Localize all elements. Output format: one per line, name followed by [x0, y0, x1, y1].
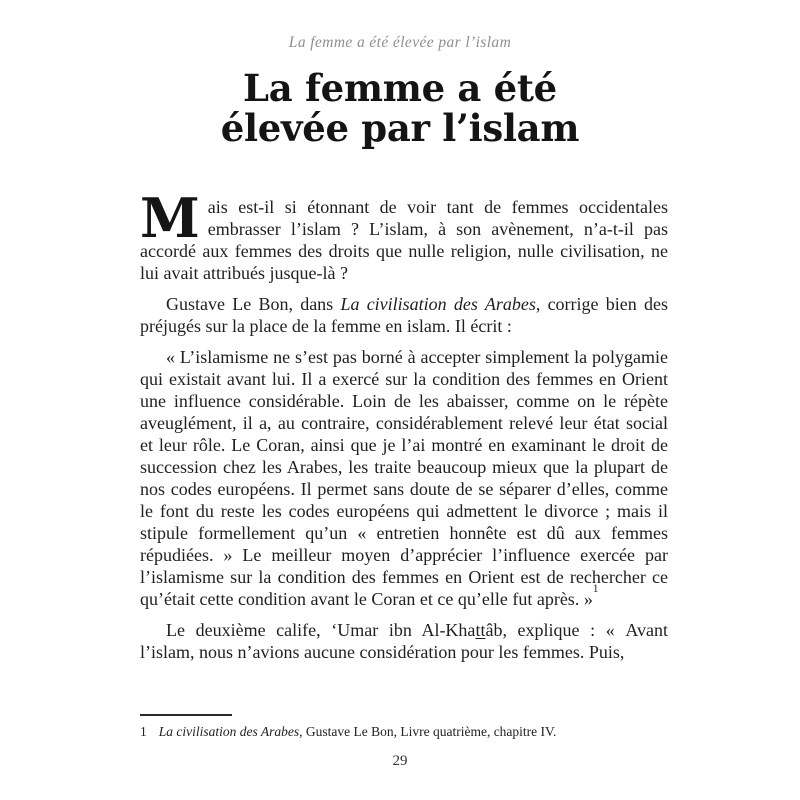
footnote-rule — [140, 714, 232, 716]
footnote-text: La civilisation des Arabes, Gustave Le Bon, Livre quatrième, chapitre IV. — [158, 724, 557, 739]
drop-cap: M — [140, 186, 200, 250]
footnote — [140, 714, 668, 740]
chapter-title-line2: élevée par l’islam — [220, 106, 580, 150]
chapter-title — [0, 68, 800, 148]
running-header: La femme a été élevée par l’islam — [288, 34, 512, 51]
paragraph: Le deuxième calife, ‘Umar ibn Al-Khattâb, explique : « Avant l’islam, nous n’avions aucune considération pour les femmes. Puis, — [140, 620, 669, 662]
paragraph: Mais est-il si étonnant de voir tant de femmes occidentales embrasser l’islam ? L’islam, à son avènement, n’a-t-il pas accordé aux femmes des droits que nulle religion, nulle civilisation, ne lui avait attribués jusque-là ? — [140, 186, 668, 283]
footnote-line — [140, 723, 668, 740]
paragraph: Gustave Le Bon, dans La civilisation des Arabes, corrige bien des préjugés sur la place de la femme en islam. Il écrit : — [140, 294, 669, 336]
paragraph: « L’islamisme ne s’est pas borné à accepter simplement la polygamie qui existait avant lui. Il a exercé sur la condition des femmes en Orient une influence considérable. Loin de les abaisser, comme on le répète aveuglément, il a, au contraire, considérablement relevé leur état social et leur rôle. Le Coran, ainsi que je l’ai montré en examinant le droit de succession chez les Arabes, les traite beaucoup mieux que la plupart de nos codes européens. Il permet sans doute de se séparer d’elles, comme le font du reste les codes européens qui admettent le divorce ; mais il stipule formellement qu’un « entretien honnête est dû aux femmes répudiées. » Le meilleur moyen d’apprécier l’influence exercée par l’islamisme sur la condition des femmes en Orient est de rechercher ce qu’était cette condition avant le Coran et ce qu’elle fut après. »$^1$ — [140, 347, 668, 609]
body-text — [140, 186, 669, 672]
footnote-number: 1 — [140, 724, 147, 739]
chapter-title-line1: La femme a été — [243, 66, 557, 110]
page-number: 29 — [392, 753, 408, 769]
